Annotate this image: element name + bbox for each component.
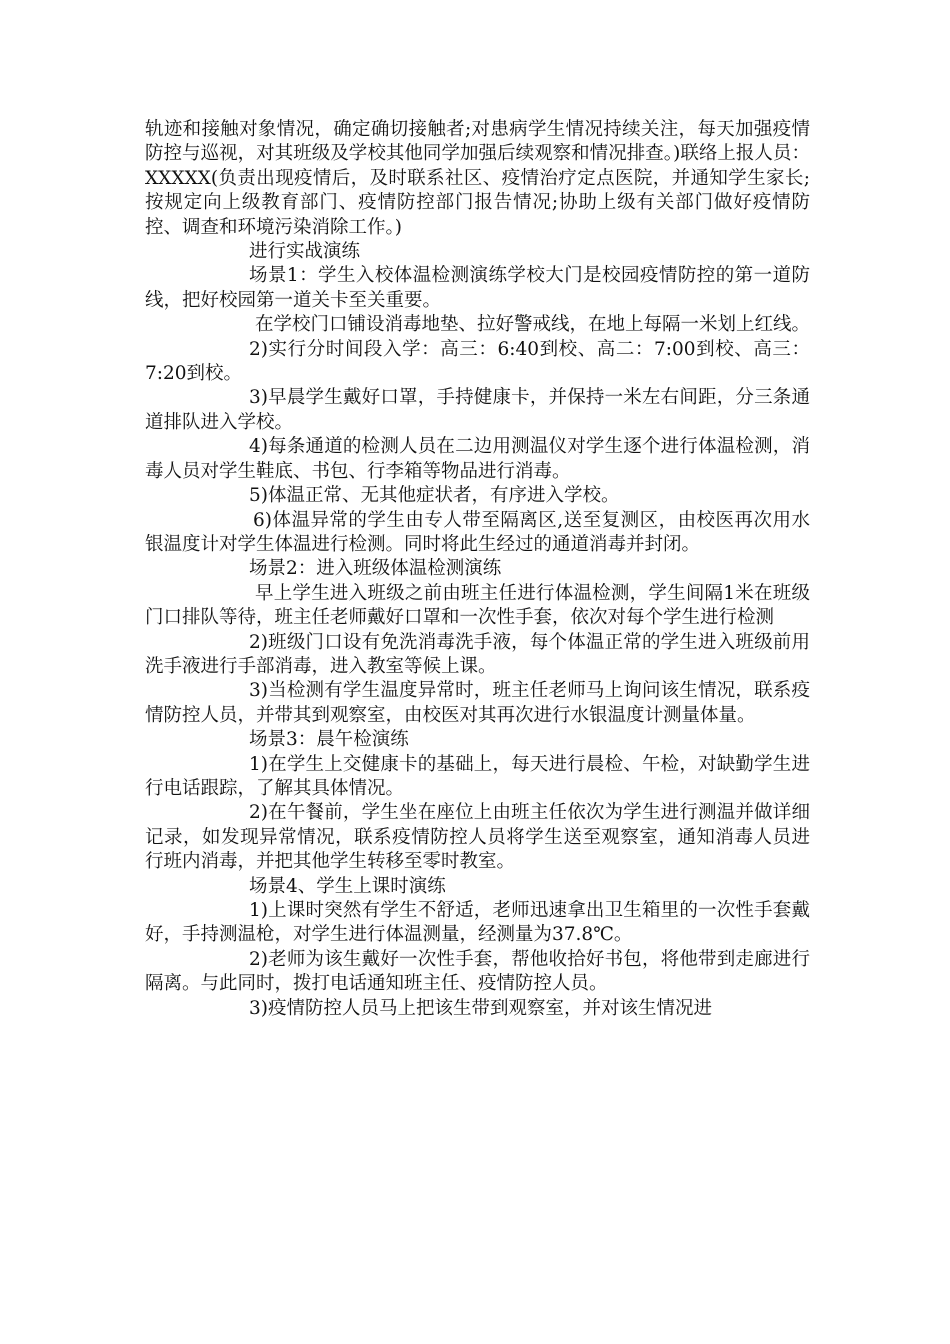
paragraph-scene-1-item-4: 4)每条通道的检测人员在二边用测温仪对学生逐个进行体温检测，消毒人员对学生鞋底、书包、行李箱等物品进行消毒。: [145, 436, 810, 482]
heading-drill: 进行实战演练: [249, 241, 361, 263]
heading-scene-4: 场景4、学生上课时演练: [249, 875, 446, 897]
paragraph-scene-2-item-1: 早上学生进入班级之前由班主任进行体温检测，学生间隔1米在班级门口排队等待，班主任老师戴好口罩和一次性手套，依次对每个学生进行检测: [145, 582, 810, 629]
document-body: [145, 118, 810, 1021]
paragraph-scene-2-item-3: 3)当检测有学生温度异常时，班主任老师马上询问该生情况，联系疫情防控人员，并带其到观察室，由校医对其再次进行水银温度计测量体量。: [145, 680, 810, 726]
heading-scene-3: 场景3：晨午检演练: [249, 729, 409, 751]
paragraph-scene-1-item-5: 5)体温正常、无其他症状者，有序进入学校。: [249, 485, 620, 507]
paragraph-scene-3-item-1: 1)在学生上交健康卡的基础上，每天进行晨检、午检，对缺勤学生进行电话跟踪，了解其具体情况。: [145, 753, 810, 799]
paragraph-scene-3-item-2: 2)在午餐前，学生坐在座位上由班主任依次为学生进行测温并做详细记录，如发现异常情况，联系疫情防控人员将学生送至观察室，通知消毒人员进行班内消毒，并把其他学生转移至零时教室。: [145, 802, 810, 873]
paragraph-scene-2-item-2: 2)班级门口设有免洗消毒洗手液，每个体温正常的学生进入班级前用洗手液进行手部消毒，进入教室等候上课。: [145, 631, 810, 677]
paragraph-scene-1-item-2: 2)实行分时间段入学：高三：6:40到校、高二：7:00到校、高三：7:20到校。: [145, 338, 810, 385]
paragraph-scene-1-item-3: 3)早晨学生戴好口罩，手持健康卡，并保持一米左右间距，分三条通道排队进入学校。: [145, 387, 810, 433]
paragraph-scene-1-item-6: 6)体温异常的学生由专人带至隔离区,送至复测区，由校医再次用水银温度计对学生体温进行检测。同时将此生经过的通道消毒并封闭。: [145, 509, 810, 555]
paragraph-scene-1: 场景1：学生入校体温检测演练学校大门是校园疫情防控的第一道防线，把好校园第一道关卡至关重要。: [145, 265, 810, 311]
paragraph-contact-report: 轨迹和接触对象情况，确定确切接触者;对患病学生情况持续关注，每天加强疫情防控与巡视，对其班级及学校其他同学加强后续观察和情况排查。)联络上报人员：XXXXX(负责出现疫情后，及时联系社区、疫情治疗定点医院，并通知学生家长;按规定向上级教育部门、疫情防控部门报告情况;协助上级有关部门做好疫情防控、调查和环境污染消除工作。): [145, 119, 810, 238]
paragraph-scene-4-item-2: 2)老师为该生戴好一次性手套，帮他收拾好书包，将他带到走廊进行隔离。与此同时，拨打电话通知班主任、疫情防控人员。: [145, 948, 810, 995]
paragraph-scene-4-item-1: 1)上课时突然有学生不舒适，老师迅速拿出卫生箱里的一次性手套戴好，手持测温枪，对学生进行体温测量，经测量为37.8℃。: [145, 900, 810, 946]
heading-scene-2: 场景2：进入班级体温检测演练: [249, 558, 502, 580]
paragraph-scene-4-item-3: 3)疫情防控人员马上把该生带到观察室，并对该生情况进: [249, 997, 712, 1019]
paragraph-scene-1-item-1: 在学校门口铺设消毒地垫、拉好警戒线，在地上每隔一米划上红线。: [255, 314, 811, 336]
